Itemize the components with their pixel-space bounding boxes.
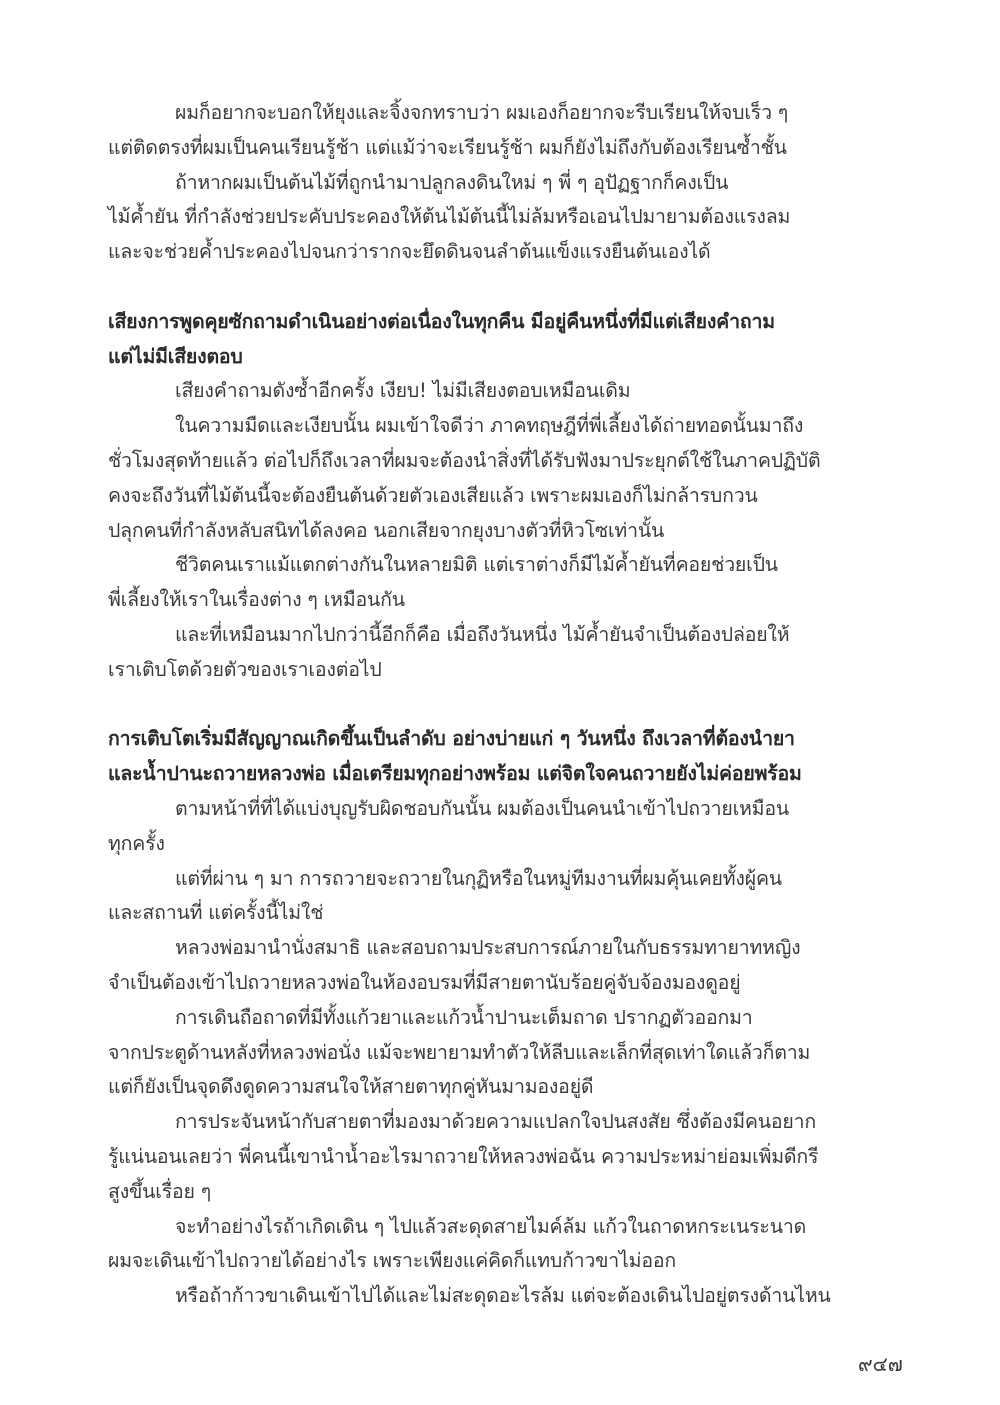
heading-line: แต่ไม่มีเสียงตอบ: [108, 344, 243, 368]
paragraph: [108, 374, 796, 409]
paragraph: [108, 96, 796, 166]
section-heading: [108, 305, 796, 375]
text-line: จากประตูด้านหลังที่หลวงพ่อนั่ง แม้จะพยายามทำตัวให้ลีบและเล็กที่สุดเท่าใดแล้วก็ตาม: [108, 1040, 811, 1064]
text-line: แต่ก็ยังเป็นจุดดึงดูดความสนใจให้สายตาทุกคู่หันมามองอยู่ดี: [108, 1075, 594, 1099]
text-line: ปลุกคนที่กำลังหลับสนิทได้ลงคอ นอกเสียจากยุงบางตัวที่หิวโซเท่านั้น: [108, 518, 665, 542]
text-line: แต่ติดตรงที่ผมเป็นคนเรียนรู้ช้า แต่แม้ว่าจะเรียนรู้ช้า ผมก็ยังไม่ถึงกับต้องเรียนซ้ำชั้น: [108, 135, 787, 159]
text-line: ไม้ค้ำยัน ที่กำลังช่วยประคับประคองให้ต้นไม้ต้นนี้ไม่ล้มหรือเอนไปมายามต้องแรงลม: [108, 205, 791, 229]
text-line: และจะช่วยค้ำประคองไปจนกว่ารากจะยึดดินจนลำต้นแข็งแรงยืนต้นเองได้: [108, 240, 711, 264]
heading-line: การเติบโตเริ่มมีสัญญาณเกิดขึ้นเป็นลำดับ อย่างบ่ายแก่ ๆ วันหนึ่ง ถึงเวลาที่ต้องนำยา: [108, 727, 795, 751]
text-line: พี่เลี้ยงให้เราในเรื่องต่าง ๆ เหมือนกัน: [108, 588, 405, 612]
text-line: ผมก็อยากจะบอกให้ยุงและจิ้งจกทราบว่า ผมเองก็อยากจะรีบเรียนให้จบเร็ว ๆ: [175, 101, 789, 124]
text-line: สูงขึ้นเรื่อย ๆ: [108, 1179, 212, 1203]
section-heading: [108, 722, 802, 792]
heading-line: เสียงการพูดคุยซักถามดำเนินอย่างต่อเนื่องในทุกคืน มีอยู่คืนหนึ่งที่มีแต่เสียงคำถาม: [108, 309, 775, 333]
paragraph: [108, 1105, 819, 1209]
text-line: คงจะถึงวันที่ไม้ต้นนี้จะต้องยืนต้นด้วยตัวเองเสียแล้ว เพราะผมเองก็ไม่กล้ารบกวน: [108, 483, 758, 507]
paragraph: [108, 931, 801, 1001]
page-number: ๙๔๗: [858, 1352, 903, 1376]
section-gap: [108, 270, 796, 305]
document-body: [108, 96, 831, 1314]
text-line: ถ้าหากผมเป็นต้นไม้ที่ถูกนำมาปลูกลงดินใหม่ ๆ พี่ ๆ อุปัฏฐากก็คงเป็น: [175, 170, 729, 194]
text-line: แต่ที่ผ่าน ๆ มา การถวายจะถวายในกุฏิหรือในหมู่ทีมงานที่ผมคุ้นเคยทั้งผู้คน: [175, 866, 782, 890]
heading-line: และน้ำปานะถวายหลวงพ่อ เมื่อเตรียมทุกอย่างพร้อม แต่จิตใจคนถวายยังไม่ค่อยพร้อม: [108, 762, 802, 786]
paragraph: [108, 862, 796, 932]
text-line: ทุกครั้ง: [108, 831, 165, 855]
text-line: และที่เหมือนมากไปกว่านี้อีกก็คือ เมื่อถึงวันหนึ่ง ไม้ค้ำยันจำเป็นต้องปล่อยให้: [175, 622, 790, 646]
paragraph: [108, 1279, 831, 1314]
text-line: เสียงคำถามดังซ้ำอีกครั้ง เงียบ! ไม่มีเสียงตอบเหมือนเดิม: [175, 379, 631, 403]
text-line: ชั่วโมงสุดท้ายแล้ว ต่อไปก็ถึงเวลาที่ผมจะต้องนำสิ่งที่ได้รับฟังมาประยุกต์ใช้ในภาคปฏิบัติ: [108, 448, 821, 472]
text-line: และสถานที่ แต่ครั้งนี้ไม่ใช่: [108, 901, 324, 925]
paragraph: [108, 1210, 807, 1280]
text-line: เราเติบโตด้วยตัวของเราเองต่อไป: [108, 657, 382, 681]
text-line: หลวงพ่อมานำนั่งสมาธิ และสอบถามประสบการณ์ภายในกับธรรมทายาทหญิง: [175, 936, 801, 960]
section-gap: [108, 688, 796, 723]
text-line: ตามหน้าที่ที่ได้แบ่งบุญรับผิดชอบกันนั้น ผมต้องเป็นคนนำเข้าไปถวายเหมือน: [175, 796, 789, 820]
paragraph: [108, 1001, 811, 1105]
paragraph: [108, 618, 796, 688]
text-line: ชีวิตคนเราแม้แตกต่างกันในหลายมิติ แต่เราต่างก็มีไม้ค้ำยันที่คอยช่วยเป็น: [175, 553, 778, 577]
text-line: จะทำอย่างไรถ้าเกิดเดิน ๆ ไปแล้วสะดุดสายไมค์ล้ม แก้วในถาดหกระเนระนาด: [175, 1214, 807, 1238]
text-line: การประจันหน้ากับสายตาที่มองมาด้วยความแปลกใจปนสงสัย ซึ่งต้องมีคนอยาก: [175, 1110, 816, 1134]
text-line: หรือถ้าก้าวขาเดินเข้าไปได้และไม่สะดุดอะไรล้ม แต่จะต้องเดินไปอยู่ตรงด้านไหน: [175, 1284, 831, 1308]
paragraph: [108, 409, 821, 548]
text-line: จำเป็นต้องเข้าไปถวายหลวงพ่อในห้องอบรมที่มีสายตานับร้อยคู่จับจ้องมองดูอยู่: [108, 970, 741, 994]
text-line: ในความมืดและเงียบนั้น ผมเข้าใจดีว่า ภาคทฤษฎีที่พี่เลี้ยงได้ถ่ายทอดนั้นมาถึง: [175, 414, 804, 438]
text-line: ผมจะเดินเข้าไปถวายได้อย่างไร เพราะเพียงแค่คิดก็แทบก้าวขาไม่ออก: [108, 1249, 676, 1273]
text-line: รู้แน่นอนเลยว่า พี่คนนี้เขานำน้ำอะไรมาถวายให้หลวงพ่อฉัน ความประหม่าย่อมเพิ่มดีกรี: [108, 1144, 819, 1168]
text-line: การเดินถือถาดที่มีทั้งแก้วยาและแก้วน้ำปานะเต็มถาด ปรากฏตัวออกมา: [175, 1005, 753, 1029]
paragraph: [108, 548, 796, 618]
paragraph: [108, 166, 796, 270]
paragraph: [108, 792, 796, 862]
